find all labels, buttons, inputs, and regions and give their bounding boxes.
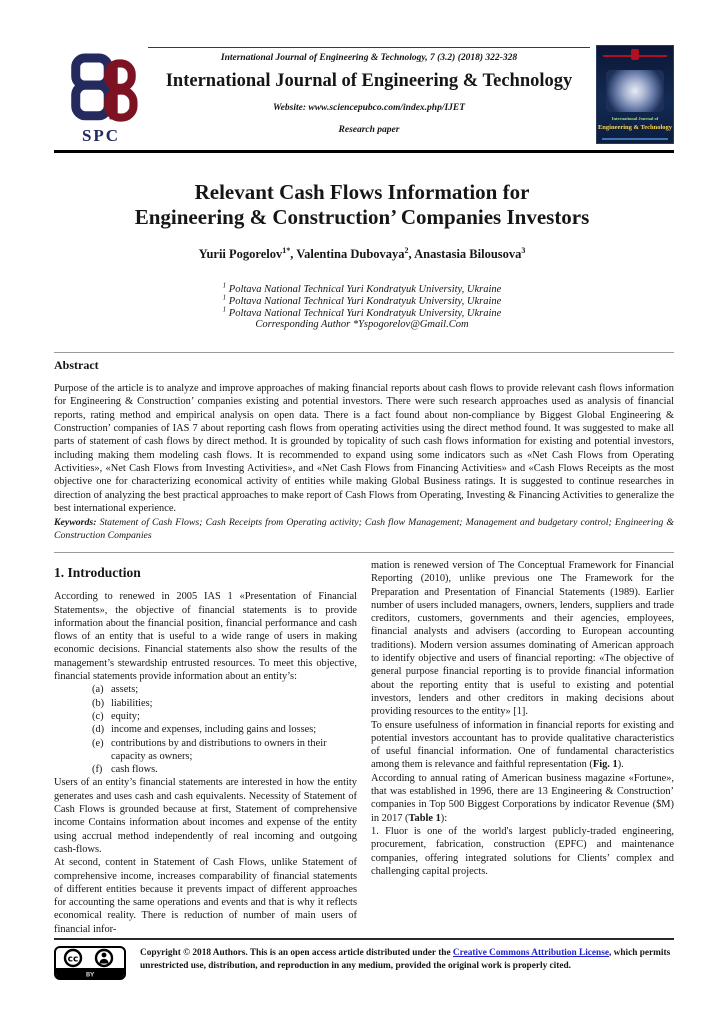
- keywords-line: [54, 517, 674, 542]
- paragraph: To ensure usefulness of information in financial reports for existing and potential investors accountant has to provide qualitative characteristics of useful financial information. One of fundamental characteristics among them is relevance and faithful representation (Fig. 1).: [371, 719, 674, 771]
- intro-left-col: [54, 559, 357, 936]
- logo-text: SPC: [81, 126, 121, 145]
- affiliation-line: $^1$ Poltava National Technical Yuri Kondratyuk University, Ukraine: [222, 281, 502, 295]
- journal-title: International Journal of Engineering & Technology: [165, 71, 573, 91]
- affiliation-line: $^1$ Poltava National Technical Yuri Kondratyuk University, Ukraine: [222, 293, 502, 307]
- header-divider: [54, 150, 674, 153]
- article-title: [0, 180, 724, 230]
- abstract-body: Purpose of the article is to analyze and improve approaches of making financial reports about cash flows to provide relevant cash flows information for Engineering & Construction’ companies existing and potential investors. There were such research approaches used as analysis of financial reports, rating method and empirical analysis on open data. There is a fact found about non-compliance by Biggest Global Engineering & Construction’ companies of IAS 7 about reporting cash flows from operating activities using the direct method found. It was suggested to make all parts of statement of cash flows by direct method. It is grounded by topicality of such cash flows information for existing and potential investors, including making them modeling cash flows. It is recommended to expand using some indicators such as «Net Cash Flows from Operating Activities», «Net Cash Flows from Investing Activities», and «Net Cash Flows from Financing Activities» and «Cash Flows Receipts as the most objective one for characterizing economical activity of entities while making Global Business ratings. It is suggested to continue researches in direction of analyzing the best practical approaches to make report of Cash Flows from Operating, Investing & Financing Activities to generalize the best international experience.: [54, 383, 674, 515]
- abstract-heading: Abstract: [54, 358, 99, 372]
- svg-text:BY: BY: [85, 971, 95, 979]
- affiliations-block: [0, 281, 724, 331]
- cover-line1: International Journal of: [611, 116, 659, 121]
- cover-line2: Engineering & Technology: [597, 124, 673, 131]
- creative-commons-link[interactable]: Creative Commons Attribution License: [452, 948, 609, 958]
- list-item: (b) liabilities;: [92, 697, 153, 709]
- entity-list: [54, 683, 357, 776]
- cc-by-badge-icon: [54, 946, 126, 980]
- page-header: [54, 45, 674, 147]
- copyright-text: [140, 946, 674, 973]
- footer-divider: [54, 938, 674, 940]
- authors-line: Yurii Pogorelov$^{1*}$, Valentina Dubovaya$^2$, Anastasia Bilousova$^3$: [198, 245, 526, 261]
- journal-citation: International Journal of Engineering & Technology, 7 (3.2) (2018) 322-328: [220, 53, 518, 63]
- section-heading: 1. Introduction: [54, 565, 141, 580]
- page-footer: [54, 946, 674, 980]
- svg-text:cc: cc: [67, 954, 79, 965]
- paragraph: Users of an entity’s financial statements are interested in how the entity generates and uses cash and cash equivalents. Necessity of Statement of Cash Flows is grounded because at first, Statement of comprehensive income Contains information about incomes and expense of the entity using accrual method independently of real incoming and outgoing cash-flows.: [54, 777, 357, 855]
- list-item: (a) assets;: [92, 684, 139, 696]
- paragraph: According to renewed in 2005 IAS 1 «Presentation of Financial Statements», the objective of financial statements is to provide information about the financial position, financial performance and cash flows of an entity that is useful to a wide range of users in making economic decisions. Financial statements also show the results of the management’s stewardship entrusted resources. To meet this objective, financial statements provide information about an entity’s:: [54, 591, 357, 683]
- list-item: (e) contributions by and distributions to owners in their capacity as owners;: [92, 737, 327, 762]
- copyright-pre: Copyright © 2018 Authors. This is an open access article distributed under the: [140, 948, 453, 958]
- corresponding-author: Corresponding Author *Yspogorelov@Gmail.Com: [255, 319, 469, 331]
- spc-logo-icon: [59, 49, 143, 128]
- cover-machine-hub: [628, 85, 642, 99]
- list-item: (c) equity;: [92, 710, 140, 722]
- copyright-post: , which permits unrestricted use, distribution, and reproduction in any medium, provided the original work is properly cited.: [140, 948, 671, 972]
- keywords-text: Statement of Cash Flows; Cash Receipts from Operating activity; Cash flow Management; Management and budgetary control; Engineering & Construction Companies: [54, 517, 674, 541]
- keywords-label: Keywords:: [54, 517, 97, 528]
- paper-type-label: Research paper: [338, 125, 400, 135]
- paragraph: mation is renewed version of The Conceptual Framework for Financial Reporting (2010), unlike previous one The Framework for the Preparation and Presentation of Financial Statements (1989). Earlier number of users included managers, owners, lenders, suppliers and trade creditors, customers, governments and their agencies, employees, financial analysts and advisers (according to European accounting traditions). Modern version assumes dominating of American approach to identify objective and users of financial reporting: «The objective of general purpose financial reporting is to provide financial information about the reporting entity that is useful to existing and potential investors, lenders and other creditors in making decisions about providing resources to the entity» [1].: [371, 560, 674, 718]
- title-line-1: Relevant Cash Flows Information for: [194, 180, 530, 204]
- cover-bottom-strip: [602, 138, 669, 140]
- paragraph: 1. Fluor is one of the world's largest publicly-traded engineering, procurement, fabrication, construction (EPFC) and maintenance companies, offering integrated solutions for Clients’ complex and challenging capital projects.: [371, 825, 674, 877]
- affiliations: [0, 281, 724, 319]
- abstract-top-rule: [54, 352, 674, 353]
- cover-red-bar: [603, 55, 667, 57]
- publisher-logo: [54, 45, 148, 147]
- paragraph: According to annual rating of American business magazine «Fortune», that was established in 1996, there are 13 Engineering & Construction’ companies in Top 500 Biggest Corporations by indicator Revenue ($M) in 2017 (Table 1):: [371, 772, 674, 824]
- journal-website: Website: www.sciencepubco.com/index.php/IJET: [272, 103, 466, 113]
- paragraph: At second, content in Statement of Cash Flows, unlike Statement of comprehensive income, increases comparability of financial statements of different entities because it prevents impact of different approaches for accounting the same operations and events and that is why it reflects economical reality. There is reduction of number of main users of financial infor-: [54, 857, 357, 935]
- list-item: (d) income and expenses, including gains and losses;: [92, 724, 317, 736]
- introduction-section: [54, 559, 674, 936]
- list-item: (f) cash flows.: [92, 764, 158, 776]
- title-line-2: Engineering & Construction’ Companies Investors: [134, 205, 590, 230]
- intro-right-col: [371, 559, 674, 936]
- journal-cover-thumbnail: [596, 45, 674, 144]
- keywords-bottom-rule: [54, 552, 674, 553]
- affiliation-line: $^1$ Poltava National Technical Yuri Kondratyuk University, Ukraine: [222, 305, 502, 319]
- journal-masthead: [148, 47, 590, 147]
